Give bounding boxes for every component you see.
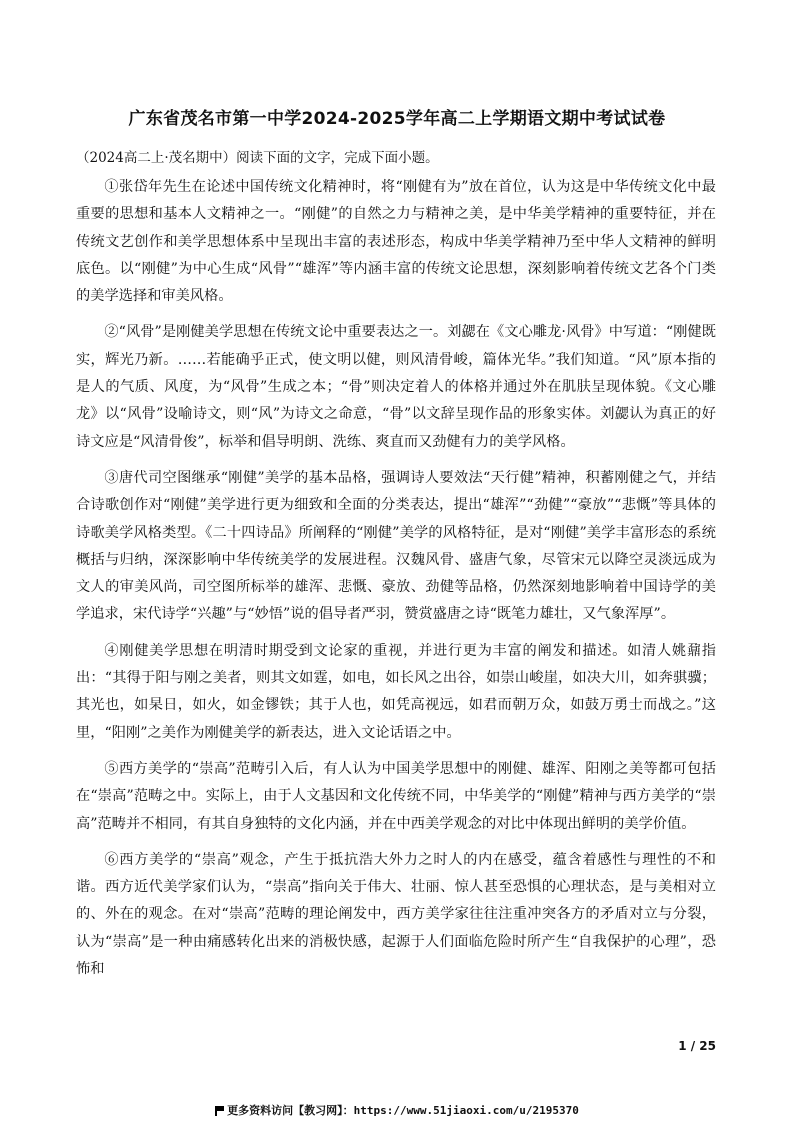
page-number: 1 / 25 — [678, 1039, 716, 1053]
flag-icon — [215, 1106, 224, 1115]
paragraph-2: ②“风骨”是刚健美学思想在传统文论中重要表达之一。刘勰在《文心雕龙·风骨》中写道：“刚健既实，辉光乃新。……若能确乎正式，使文明以健，则风清骨峻，篇体光华。”我们知道。“风”原本指的是人的气质、风度，为“风骨”生成之本；“骨”则决定着人的体格并通过外在肌肤呈现体貌。《文心雕龙》以“风骨”设喻诗文，则“风”为诗文之命意，“骨”以文辞呈现作品的形象实体。刘勰认为真正的好诗文应是“风清骨俊”，标举和倡导明朗、洗练、爽直而又劲健有力的美学风格。 — [76, 324, 716, 450]
footer-text[interactable]: 更多资料访问【教习网】：https://www.51jiaoxi.com/u/2195370 — [227, 1104, 579, 1117]
paragraph-3: ③唐代司空图继承“刚健”美学的基本品格，强调诗人要效法“天行健”精神，积蓄刚健之气，并结合诗歌创作对“刚健”美学进行更为细致和全面的分类表达，提出“雄浑”“劲健”“豪放”“悲慨”等具体的诗歌美学风格类型。《二十四诗品》所阐释的“刚健”美学的风格特征，是对“刚健”美学丰富形态的系统概括与归纳，深深影响中华传统美学的发展进程。汉魏风骨、盛唐气象，尽管宋元以降空灵淡远成为文人的审美风尚，司空图所标举的雄浑、悲慨、豪放、劲健等品格，仍然深刻地影响着中国诗学的美学追求，宋代诗学“兴趣”与“妙悟”说的倡导者严羽，赞赏盛唐之诗“既笔力雄壮，又气象浑厚”。 — [76, 469, 716, 623]
paragraph-4: ④刚健美学思想在明清时期受到文论家的重视，并进行更为丰富的阐发和描述。如清人姚鼐指出：“其得于阳与刚之美者，则其文如霆，如电，如长风之出谷，如崇山峻崖，如决大川，如奔骐骥；其光也，如杲日，如火，如金镠铁；其于人也，如凭高视远，如君而朝万众，如鼓万勇士而战之。”这里，“阳刚”之美作为刚健美学的新表达，进入文论话语之中。 — [76, 642, 716, 741]
question-intro: （2024高二上·茂名期中）阅读下面的文字，完成下面小题。 — [76, 150, 439, 166]
reading-passage — [76, 174, 716, 992]
paragraph-5: ⑤西方美学的“崇高”范畴引入后，有人认为中国美学思想中的刚健、雄浑、阳刚之美等都可包括在“崇高”范畴之中。实际上，由于人文基因和文化传统不同，中华美学的“刚健”精神与西方美学的“崇高”范畴并不相同，有其自身独特的文化内涵，并在中西美学观念的对比中体现出鲜明的美学价值。 — [76, 760, 716, 832]
paragraph-1: ①张岱年先生在论述中国传统文化精神时，将“刚健有为”放在首位，认为这是中华传统文化中最重要的思想和基本人文精神之一。“刚健”的自然之力与精神之美，是中华美学精神的重要特征，并在传统文艺创作和美学思想体系中呈现出丰富的表述形态，构成中华美学精神乃至中华人文精神的鲜明底色。以“刚健”为中心生成“风骨”“雄浑”等内涵丰富的传统文论思想，深刻影响着传统文艺各个门类的美学选择和审美风格。 — [76, 179, 716, 305]
footer-link[interactable] — [0, 1102, 794, 1118]
document-title: 广东省茂名市第一中学2024-2025学年高二上学期语文期中考试试卷 — [128, 109, 666, 129]
paragraph-6: ⑥西方美学的“崇高”观念，产生于抵抗浩大外力之时人的内在感受，蕴含着感性与理性的不和谐。西方近代美学家们认为，“崇高”指向关于伟大、壮丽、惊人甚至恐惧的心理状态，是与美相对立的、外在的观念。在对“崇高”范畴的理论阐发中，西方美学家往往注重冲突各方的矛盾对立与分裂，认为“崇高”是一种由痛感转化出来的消极快感，起源于人们面临危险时所产生“自我保护的心理”，恐怖和 — [76, 851, 716, 978]
